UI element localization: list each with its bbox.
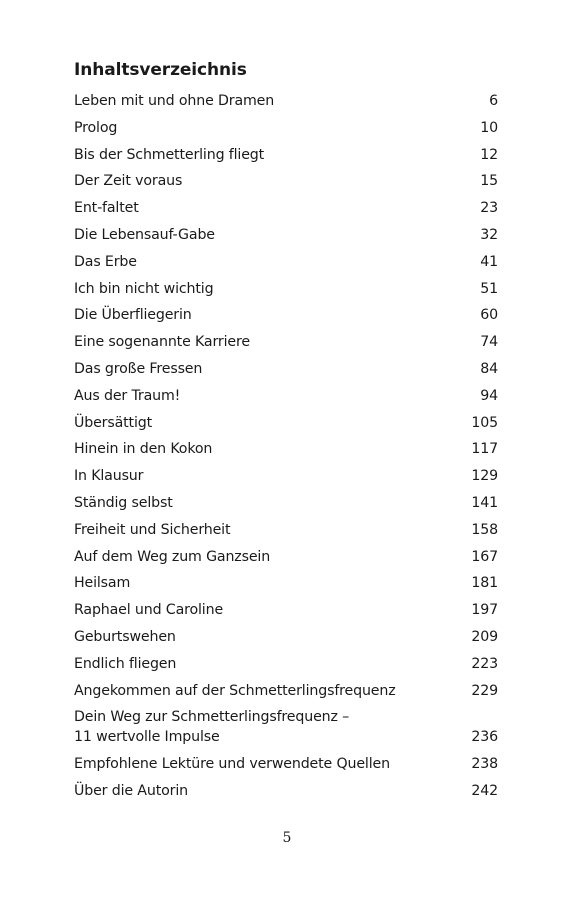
toc-entry	[74, 171, 498, 191]
toc-entry-page-number: 209	[471, 628, 498, 645]
page-number: 5	[282, 830, 292, 846]
toc-entry	[74, 600, 498, 620]
table-of-contents	[74, 58, 498, 808]
toc-entry-title: Über die Autorin	[74, 782, 188, 799]
toc-entry-page-number: 181	[471, 575, 498, 592]
toc-entry-page-number: 129	[471, 468, 498, 485]
toc-entry-page-number: 15	[480, 173, 498, 190]
toc-entry	[74, 439, 498, 459]
toc-entry-page-number: 10	[480, 119, 498, 136]
toc-entry	[74, 91, 498, 111]
toc-entry-title: Die Überfliegerin	[74, 307, 192, 324]
toc-entry	[74, 520, 498, 540]
toc-entry-title: Endlich fliegen	[74, 655, 177, 672]
toc-entry-title: Übersättigt	[74, 414, 153, 431]
toc-entry	[74, 198, 498, 218]
toc-entry	[74, 654, 498, 674]
toc-entry	[74, 386, 498, 406]
toc-entry-title: Der Zeit voraus	[74, 173, 183, 190]
toc-entry	[74, 118, 498, 138]
toc-entry	[74, 754, 498, 774]
toc-entry-title: Die Lebensauf-Gabe	[74, 226, 215, 243]
toc-entry-title: In Klausur	[74, 468, 144, 485]
toc-entry-title: Ständig selbst	[74, 494, 173, 511]
toc-entry-title: Ent-faltet	[74, 200, 139, 217]
toc-entry-title: Aus der Traum!	[74, 387, 181, 404]
toc-entry-title: Freiheit und Sicherheit	[74, 521, 231, 538]
toc-entry-page-number: 236	[471, 729, 498, 746]
toc-entry-title: Prolog	[74, 119, 118, 136]
toc-entry-page-number: 229	[471, 682, 498, 699]
toc-entry-page-number: 51	[480, 280, 498, 297]
toc-entry-title: Bis der Schmetterling fliegt	[74, 146, 265, 163]
toc-entry-page-number: 6	[489, 93, 498, 109]
toc-entry	[74, 413, 498, 433]
toc-entry	[74, 332, 498, 352]
toc-entry-title: Raphael und Caroline	[74, 602, 224, 619]
toc-entry-title: Angekommen auf der Schmetterlingsfrequenz	[74, 682, 396, 699]
toc-entry-title: Eine sogenannte Karriere	[74, 334, 250, 351]
toc-entry	[74, 781, 498, 801]
toc-list	[74, 91, 498, 801]
toc-entry-page-number: 105	[471, 414, 498, 431]
toc-entry-page-number: 141	[471, 494, 498, 511]
toc-entry-page-number: 74	[480, 334, 498, 351]
toc-entry-title: Hinein in den Kokon	[74, 441, 213, 458]
toc-entry	[74, 252, 498, 272]
toc-entry	[74, 493, 498, 513]
toc-entry-page-number: 117	[471, 441, 498, 458]
toc-entry	[74, 681, 498, 701]
toc-entry-page-number: 12	[480, 146, 498, 163]
toc-entry-page-number: 94	[480, 387, 498, 404]
toc-entry	[74, 547, 498, 567]
toc-entry-page-number: 32	[480, 226, 498, 243]
toc-entry-title: Ich bin nicht wichtig	[74, 280, 214, 297]
toc-entry	[74, 305, 498, 325]
toc-entry	[74, 145, 498, 165]
toc-entry	[74, 466, 498, 486]
toc-entry	[74, 627, 498, 647]
toc-entry-page-number: 242	[471, 782, 498, 799]
toc-entry-title: Das Erbe	[74, 253, 137, 270]
toc-title: Inhaltsverzeichnis	[74, 60, 247, 80]
toc-entry-title: Dein Weg zur Schmetterlingsfrequenz – 11 wertvolle Impulse	[74, 709, 350, 746]
toc-entry-page-number: 84	[480, 360, 498, 377]
toc-entry-title: Auf dem Weg zum Ganzsein	[74, 548, 271, 565]
toc-entry-page-number: 60	[480, 307, 498, 324]
toc-entry	[74, 359, 498, 379]
toc-entry-page-number: 223	[471, 655, 498, 672]
toc-entry-page-number: 238	[471, 756, 498, 773]
toc-entry-title: Geburtswehen	[74, 628, 176, 645]
toc-entry-title: Leben mit und ohne Dramen	[74, 93, 275, 109]
toc-entry-title: Empfohlene Lektüre und verwendete Quellen	[74, 756, 390, 773]
toc-entry	[74, 279, 498, 299]
toc-entry	[74, 573, 498, 593]
toc-entry	[74, 225, 498, 245]
toc-entry-page-number: 197	[471, 602, 498, 619]
toc-entry-page-number: 167	[471, 548, 498, 565]
toc-entry-title: Das große Fressen	[74, 360, 203, 377]
toc-entry-page-number: 158	[471, 521, 498, 538]
toc-entry-page-number: 23	[480, 200, 498, 217]
toc-entry-page-number: 41	[480, 253, 498, 270]
toc-entry-title: Heilsam	[74, 575, 131, 592]
toc-entry	[74, 707, 498, 747]
